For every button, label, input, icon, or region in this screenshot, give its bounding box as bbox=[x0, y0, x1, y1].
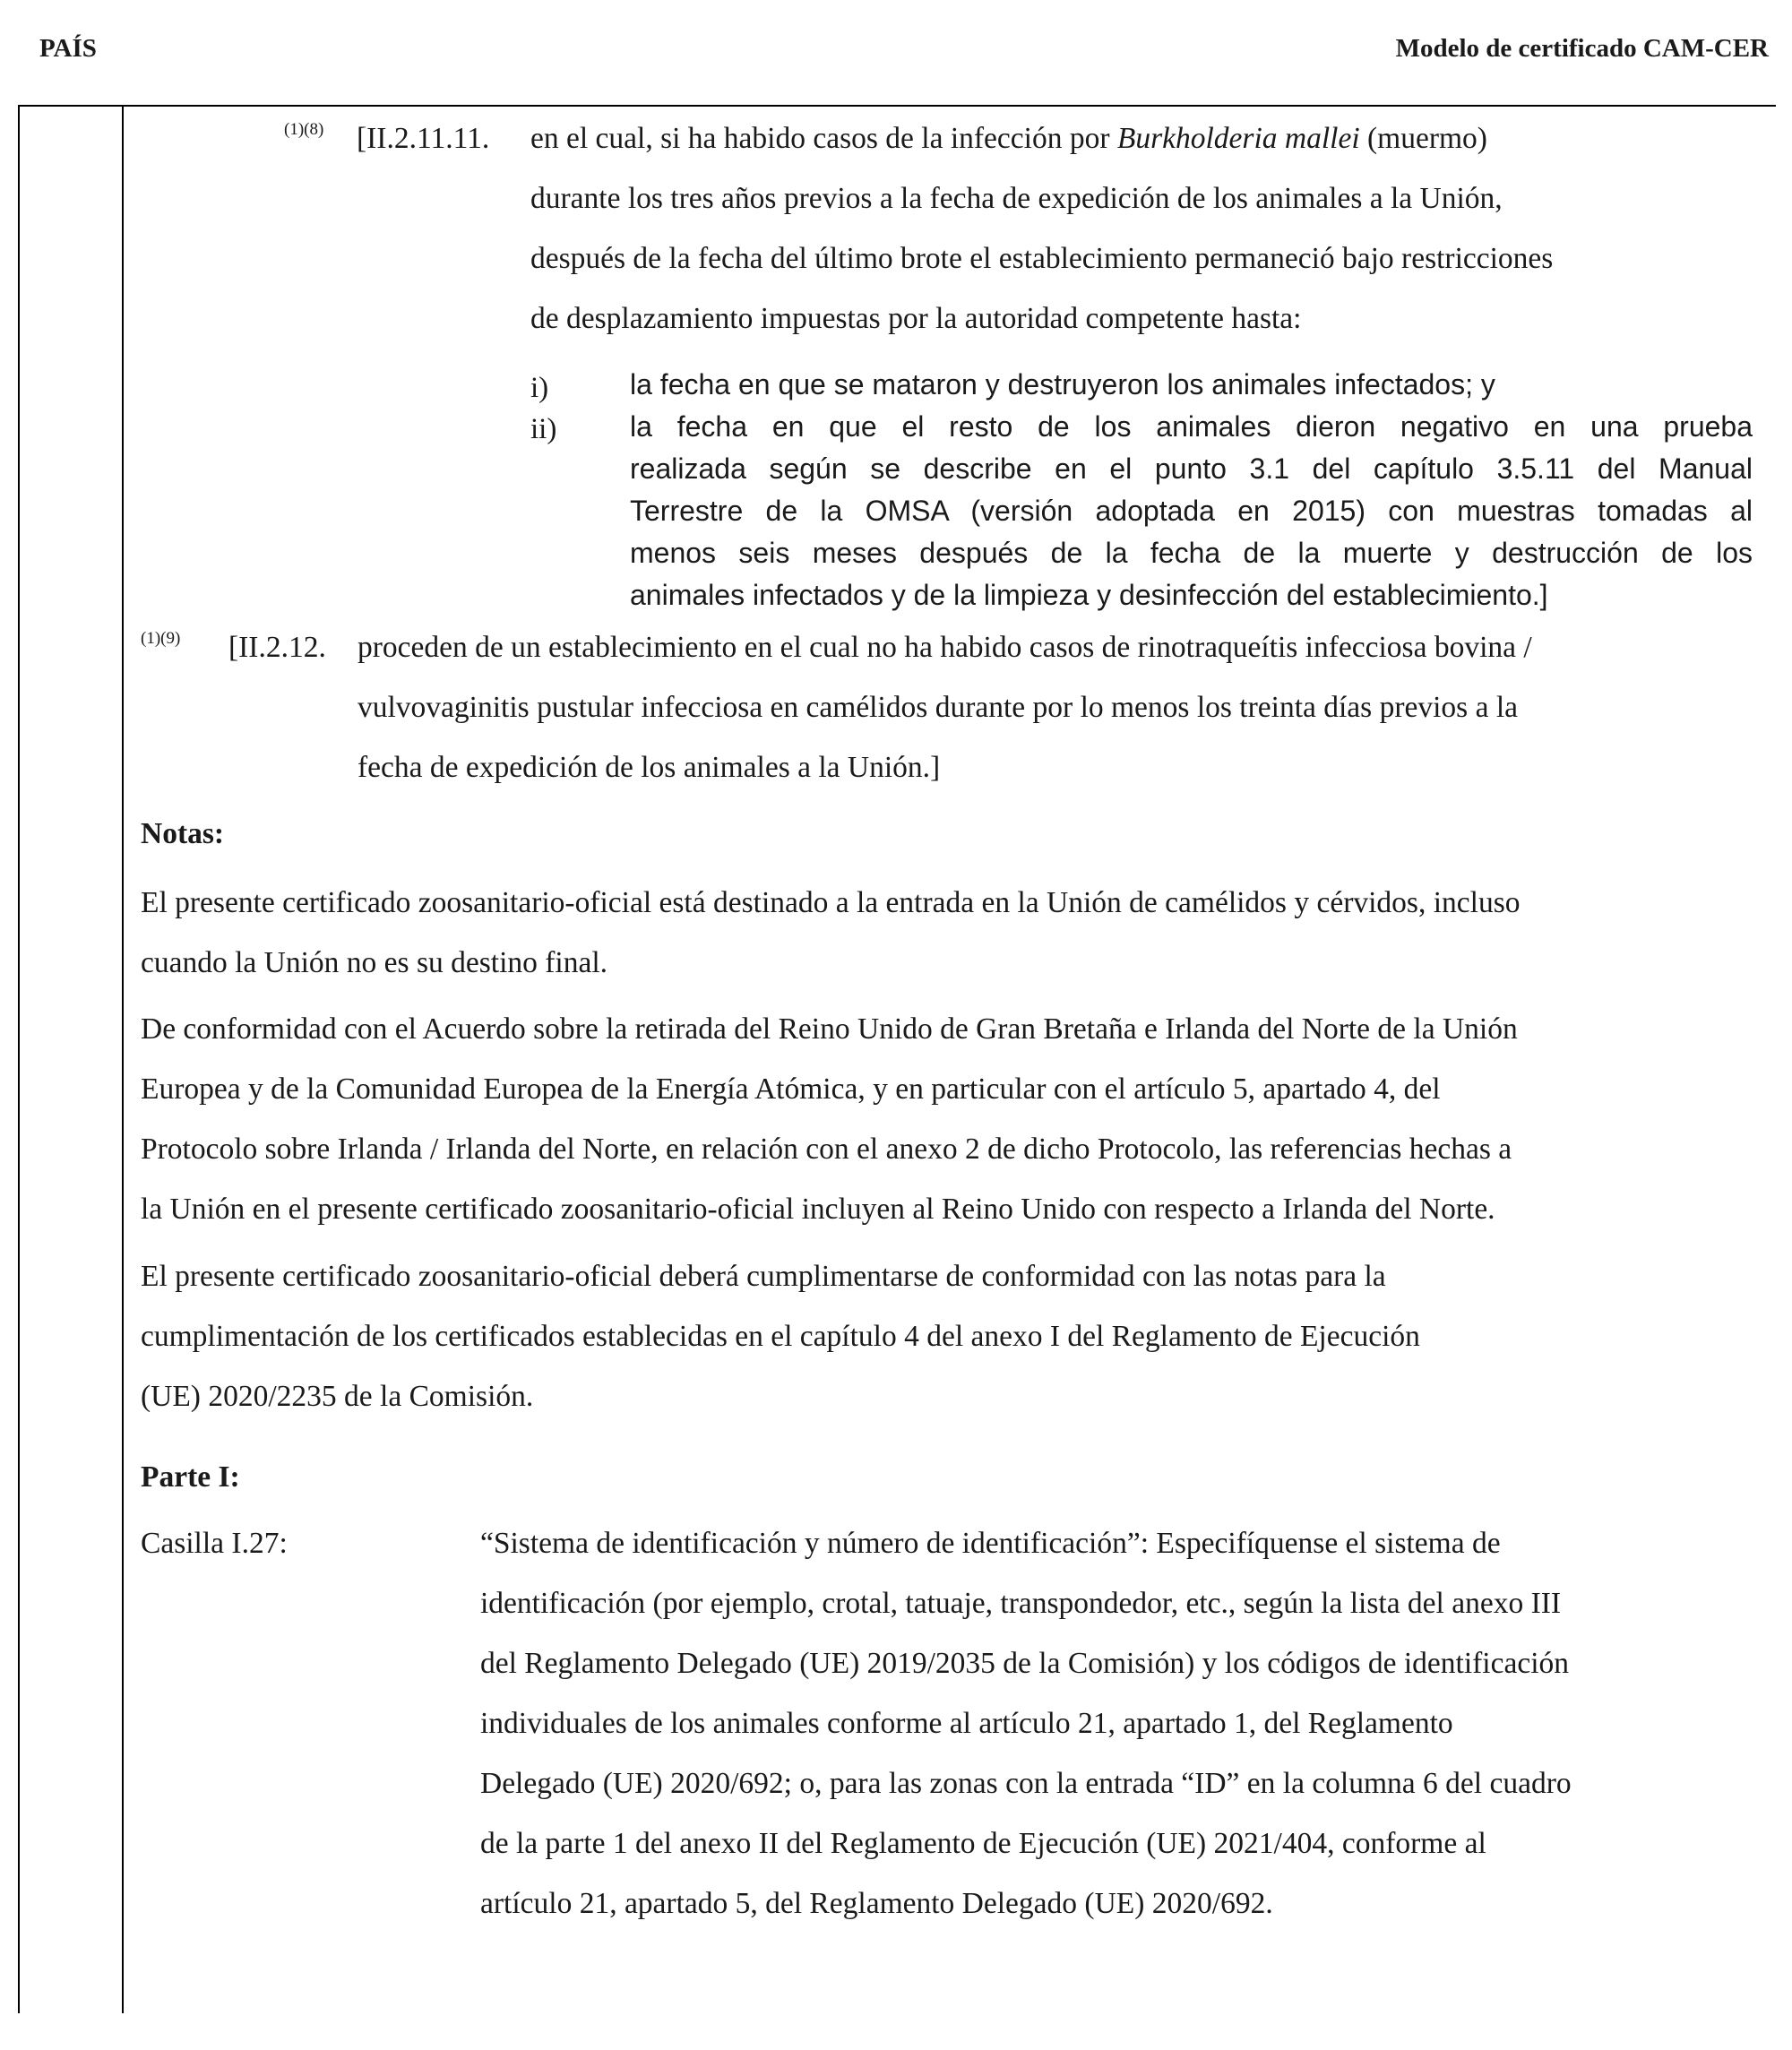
clause-line: fecha de expedición de los animales a la Unión.] bbox=[358, 751, 941, 784]
clause-number-2-11-11: [II.2.11.11. bbox=[357, 122, 490, 155]
clause-line: proceden de un establecimiento en el cual no ha habido casos de rinotraqueítis infecciosa bovina / bbox=[358, 631, 1532, 664]
table-top-border bbox=[18, 105, 1776, 107]
footnote-refs-2-12: (1)(9) bbox=[141, 629, 181, 648]
table-column-divider bbox=[122, 105, 124, 2013]
clause-line: después de la fecha del último brote el establecimiento permaneció bajo restricciones bbox=[530, 242, 1554, 275]
item-ii-line: Terrestre de la OMSA (versión adoptada en 2015) con muestras tomadas al bbox=[630, 495, 1753, 527]
country-label: PAÍS bbox=[39, 34, 97, 63]
footnote-refs-2-11-11: (1)(8) bbox=[284, 120, 324, 139]
item-i-text: la fecha en que se mataron y destruyeron los animales infectados; y bbox=[630, 368, 1495, 401]
notes-paragraph-1: El presente certificado zoosanitario-oficial está destinado a la entrada en la Unión de camélidos y cérvidos, incluso cuando la Unión no es su destino final. bbox=[141, 886, 1521, 979]
box-label-i27: Casilla I.27: bbox=[141, 1527, 288, 1560]
item-ii-line: realizada según se describe en el punto 3.1 del capítulo 3.5.11 del Manual bbox=[630, 452, 1753, 485]
notes-paragraph-2: De conformidad con el Acuerdo sobre la retirada del Reino Unido de Gran Bretaña e Irlanda del Norte de la Unión Europea y de la Comunidad Europea de la Energía Atómica, y en particular con el artículo 5, apartado 4, del Protocolo sobre Irlanda / Irlanda del Norte, en relación con el anexo 2 de dicho Protocolo, las referencias hechas a la Unión en el presente certificado zoosanitario-oficial incluyen al Reino Unido con respecto a Irlanda del Norte. bbox=[141, 1012, 1518, 1226]
clause-2-12-text bbox=[358, 617, 1532, 797]
table-left-border bbox=[18, 105, 20, 2013]
clause-line: durante los tres años previos a la fecha de expedición de los animales a la Unión, bbox=[530, 182, 1503, 215]
certificate-model-label: Modelo de certificado CAM-CER bbox=[1395, 34, 1769, 63]
box-i27-description: “Sistema de identificación y número de identificación”: Especifíquense el sistema de identificación (por ejemplo, crotal, tatuaje, transpondedor, etc., según la lista del anexo III del Reglamento Delegado (UE) 2019/2035 de la Comisión) y los códigos de identificación individuales de los animales conforme al artículo 21, apartado 1, del Reglamento Delegado (UE) 2020/692; o, para las zonas con la entrada “ID” en la columna 6 del cuadro de la parte 1 del anexo II del Reglamento de Ejecución (UE) 2021/404, conforme al artículo 21, apartado 5, del Reglamento Delegado (UE) 2020/692. bbox=[480, 1527, 1572, 1920]
clause-number-2-12: [II.2.12. bbox=[228, 631, 326, 664]
clause-line: vulvovaginitis pustular infecciosa en camélidos durante por lo menos los treinta días previos a la bbox=[358, 691, 1519, 724]
item-ii-line: la fecha en que el resto de los animales dieron negativo en una prueba bbox=[630, 410, 1753, 443]
notes-paragraph-3: El presente certificado zoosanitario-oficial deberá cumplimentarse de conformidad con las notas para la cumplimentación de los certificados establecidas en el capítulo 4 del anexo I del Reglamento de Ejecución (UE) 2020/2235 de la Comisión. bbox=[141, 1260, 1420, 1413]
clause-line: en el cual, si ha habido casos de la infección por Burkholderia mallei (muermo) bbox=[530, 122, 1487, 155]
item-ii-text bbox=[630, 406, 1753, 616]
item-ii-label: ii) bbox=[530, 413, 557, 445]
clause-2-11-11-text bbox=[530, 108, 1553, 349]
item-ii-line: menos seis meses después de la fecha de la muerte y destrucción de los bbox=[630, 537, 1753, 569]
notes-heading: Notas: bbox=[141, 817, 225, 850]
item-ii-line: animales infectados y de la limpieza y desinfección del establecimiento.] bbox=[630, 579, 1548, 611]
clause-line: de desplazamiento impuestas por la autoridad competente hasta: bbox=[530, 302, 1302, 335]
part1-heading: Parte I: bbox=[141, 1460, 240, 1494]
item-i-label: i) bbox=[530, 372, 549, 404]
